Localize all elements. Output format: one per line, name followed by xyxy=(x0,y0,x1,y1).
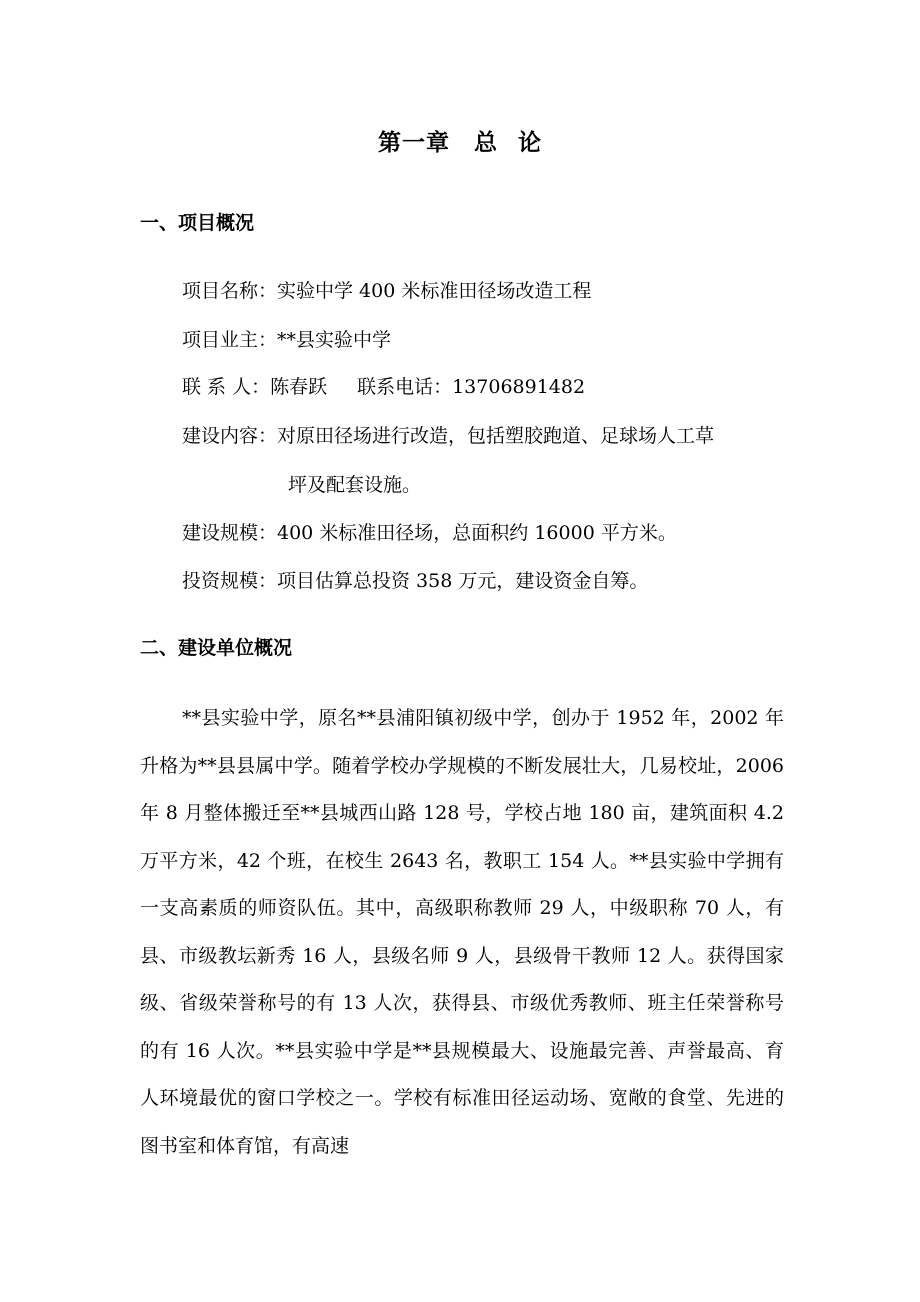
chapter-title-part2: 总 xyxy=(474,130,498,156)
builder-overview-paragraph: **县实验中学，原名**县浦阳镇初级中学，创办于 1952 年，2002 年升格为**县县属中学。随着学校办学规模的不断发展壮大，几易校址，2006 年 8 月整体搬迁至**县城西山路 128 号，学校占地 180 亩，建筑面积 4.2 万平方米，42 个班，在校生 2643 名，教职工 154 人。**县实验中学拥有一支高素质的师资队伍。其中，高级职称教师 29 人，中级职称 70 人，有县、市级教坛新秀 16 人，县级名师 9 人，县级骨干教师 12 人。获得国家级、省级荣誉称号的有 13 人次，获得县、市级优秀教师、班主任荣誉称号的有 16 人次。**县实验中学是**县规模最大、设施最完善、声誉最高、育人环境最优的窗口学校之一。学校有标准田径运动场、宽敞的食堂、先进的图书室和体育馆，有高速 xyxy=(140,707,784,1157)
chapter-title-part1: 第一章 xyxy=(378,130,450,156)
contact-phone: 联系电话：13706891482 xyxy=(357,376,586,398)
investment-scale-line: 投资规模：项目估算总投资 358 万元，建设资金自筹。 xyxy=(182,570,649,592)
project-owner-line: 项目业主：**县实验中学 xyxy=(182,329,392,351)
construction-scale-line: 建设规模：400 米标准田径场，总面积约 16000 平方米。 xyxy=(182,522,677,544)
contact-person: 联 系 人：陈春跃 xyxy=(182,376,328,398)
chapter-title-part3: 论 xyxy=(518,130,542,156)
construction-content-line2: 坪及配套设施。 xyxy=(288,474,422,496)
section-heading-builder: 二、建设单位概况 xyxy=(140,637,293,659)
contact-line xyxy=(182,372,585,399)
project-name-line: 项目名称：实验中学 400 米标准田径场改造工程 xyxy=(182,280,592,302)
section-heading-overview: 一、项目概况 xyxy=(140,212,255,234)
construction-content-line1: 建设内容：对原田径场进行改造，包括塑胶跑道、足球场人工草 xyxy=(182,425,715,447)
chapter-title xyxy=(0,124,920,157)
